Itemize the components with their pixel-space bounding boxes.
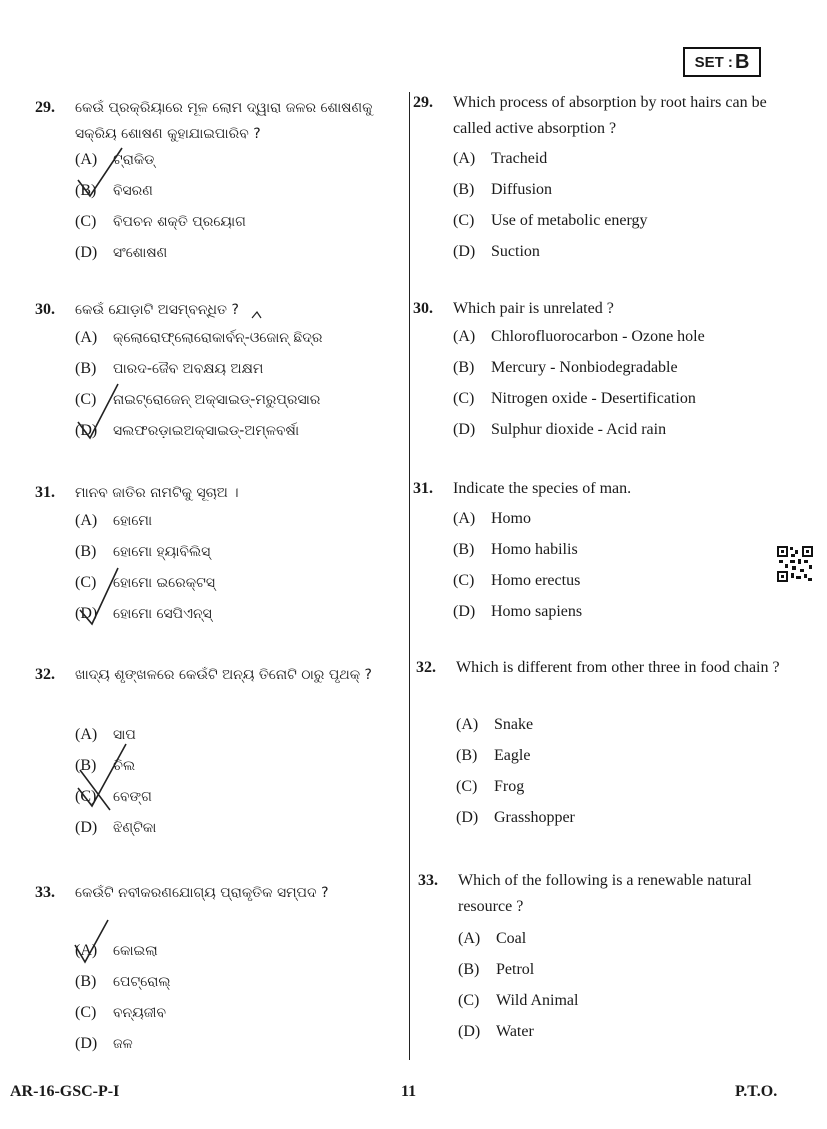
question-stem: Which is different from other three in food chain ? [456,659,780,676]
question-number: 33. [418,872,438,889]
question-stem: ଖାଦ୍ୟ ଶୃଙ୍ଖଳରେ କେଉଁଟି ଅନ୍ୟ ତିନୋଟି ଠାରୁ ପୃଥକ୍ ? [75,667,372,683]
option-label: (C) [458,992,480,1009]
option-label: (A) [453,150,476,167]
option-text: ସଂଶୋଷଣ [113,245,168,261]
option-a [456,712,575,743]
english-question-32 [416,655,786,835]
option-b [453,355,705,386]
question-stem: Indicate the species of man. [453,480,632,497]
option-a [453,324,705,355]
option-label: (B) [75,757,97,774]
option-b [453,537,582,568]
option-a [75,938,171,969]
question-stem: Which of the following is a renewable natural resource ? [458,872,752,915]
option-b [75,969,171,1000]
option-a [75,508,215,539]
option-text: Water [496,1023,534,1040]
option-label: (B) [453,181,475,198]
option-label: (D) [75,422,98,439]
option-a [453,506,582,537]
option-text: ଜଳ [113,1036,133,1052]
question-stem: କେଉଁ ପ୍ରକ୍ରିୟାରେ ମୂଳ ଲୋମ ଦ୍ୱାରା ଜଳର ଶୋଷଣକୁ ସକ୍ରିୟ ଶୋଷଣ କୁହାଯାଇପାରିବ ? [75,100,373,142]
option-label: (B) [456,747,478,764]
option-label: (B) [75,973,97,990]
option-d [75,418,323,449]
option-text: ଚିଲ [113,758,136,774]
qr-code-icon [776,545,814,583]
question-number: 29. [35,99,55,116]
option-text: ଟ୍ରାକିଡ୍ [113,152,155,168]
option-label: (D) [456,809,479,826]
option-text: ହୋମୋ [113,513,153,529]
column-divider [409,92,410,1060]
option-text: Coal [496,930,527,947]
option-text: Tracheid [491,150,548,167]
option-a [458,926,578,957]
option-c [75,1000,171,1031]
option-label: (B) [453,359,475,376]
option-label: (B) [458,961,480,978]
option-text: ହୋମୋ ଇରେକ୍ଟସ୍ [113,575,215,591]
option-label: (C) [453,572,475,589]
option-a [75,325,323,356]
option-c [453,568,582,599]
option-text: Homo sapiens [491,603,583,620]
option-c [75,209,246,240]
set-value: B [734,50,750,73]
option-b [458,957,578,988]
option-label: (B) [75,360,97,377]
question-number: 33. [35,884,55,901]
option-text: Homo erectus [491,572,581,589]
option-b [75,539,215,570]
question-number: 31. [413,480,433,497]
odia-question-29 [35,95,405,270]
option-label: (A) [458,930,481,947]
option-label: (C) [75,213,97,230]
option-c [458,988,578,1019]
option-text: Homo habilis [491,541,578,558]
option-d [453,239,648,270]
question-stem: Which process of absorption by root hairs can be called active absorption ? [453,94,767,137]
option-label: (C) [456,778,478,795]
option-d [75,601,215,632]
paper-code: AR-16-GSC-P-I [10,1083,120,1100]
option-text: Snake [494,716,534,733]
option-label: (C) [75,574,97,591]
option-label: (D) [453,243,476,260]
option-label: (C) [453,390,475,407]
option-text: ବନ୍ୟଜୀବ [113,1005,167,1021]
option-text: Mercury - Nonbiodegradable [491,359,678,376]
option-a [75,722,156,753]
option-label: (D) [453,603,476,620]
option-d [453,417,705,448]
question-stem: ମାନବ ଜାତିର ନାମଟିକୁ ସୂଚାଅ । [75,485,239,501]
option-d [458,1019,578,1050]
option-text: ସଲଫରଡ଼ାଇଅକ୍ସାଇଡ୍-ଅମ୍ଳବର୍ଷା [113,423,300,439]
option-d [456,805,575,836]
question-number: 32. [35,666,55,683]
option-text: ପାରଦ-ଜୈବ ଅବକ୍ଷୟ ଅକ୍ଷମ [113,361,264,377]
option-label: (D) [458,1023,481,1040]
page-number: 11 [401,1083,417,1100]
question-number: 29. [413,94,433,111]
odia-question-32 [35,662,405,842]
english-question-30 [413,296,783,451]
option-text: ନାଇଟ୍ରୋଜେନ୍ ଅକ୍ସାଇଡ୍-ମରୁପ୍ରସାର [113,392,321,408]
option-text: Chlorofluorocarbon - Ozone hole [491,328,705,345]
option-label: (A) [75,512,98,529]
option-d [75,815,156,846]
option-a [453,146,648,177]
question-number: 30. [413,300,433,317]
option-d [75,1031,171,1062]
option-label: (C) [75,788,97,805]
option-label: (C) [75,1004,97,1021]
option-text: Nitrogen oxide - Desertification [491,390,696,407]
option-text: Homo [491,510,531,527]
option-b [75,356,323,387]
odia-question-30 [35,297,405,447]
question-stem: କେଉଁ ଯୋଡ଼ାଟି ଅସମ୍ବନ୍ଧିତ ? [75,302,239,318]
option-text: ସାପ [113,727,136,743]
option-text: Wild Animal [496,992,579,1009]
option-c [456,774,575,805]
odia-question-33 [35,880,405,1065]
option-c [75,570,215,601]
option-text: Eagle [494,747,531,764]
english-question-31 [413,476,783,631]
option-b [456,743,575,774]
option-label: (A) [75,329,98,346]
option-b [75,178,246,209]
set-label: SET : [694,53,733,71]
question-number: 32. [416,659,436,676]
set-label-box [683,47,761,77]
option-c [453,208,648,239]
option-text: ବିପଚନ ଶକ୍ତି ପ୍ରୟୋଗ [113,214,246,230]
option-label: (D) [75,605,98,622]
question-number: 30. [35,301,55,318]
option-text: ହୋମୋ ହ୍ୟାବିଲିସ୍ [113,544,211,560]
option-text: Sulphur dioxide - Acid rain [491,421,667,438]
option-label: (B) [453,541,475,558]
option-text: ହୋମୋ ସେପିଏନ୍ସ୍ [113,606,212,622]
english-question-29 [413,90,783,265]
option-c [75,784,156,815]
option-b [453,177,648,208]
option-c [75,387,323,418]
option-label: (A) [453,510,476,527]
option-label: (C) [75,391,97,408]
odia-question-31 [35,480,405,630]
option-text: Suction [491,243,540,260]
option-text: ବିସରଣ [113,183,153,199]
option-label: (A) [456,716,479,733]
option-label: (D) [75,244,98,261]
option-label: (D) [75,819,98,836]
option-label: (A) [75,151,98,168]
option-d [75,240,246,271]
option-text: Diffusion [491,181,553,198]
option-text: Petrol [496,961,535,978]
option-text: ପେଟ୍ରୋଲ୍ [113,974,171,990]
option-label: (A) [75,942,98,959]
option-c [453,386,705,417]
option-b [75,753,156,784]
option-label: (B) [75,543,97,560]
option-text: Use of metabolic energy [491,212,648,229]
question-number: 31. [35,484,55,501]
english-question-33 [418,868,788,1053]
question-stem: Which pair is unrelated ? [453,300,614,317]
option-a [75,147,246,178]
option-label: (A) [75,726,98,743]
pto-label: P.T.O. [735,1083,778,1100]
option-text: Frog [494,778,525,795]
option-label: (D) [75,1035,98,1052]
option-text: କ୍ଲୋରୋଫ୍ଲୋରୋକାର୍ବନ୍-ଓଜୋନ୍ ଛିଦ୍ର [113,330,323,346]
option-d [453,599,582,630]
option-label: (C) [453,212,475,229]
option-text: ଝିଣ୍ଟିକା [113,820,157,836]
option-text: କୋଇଲା [113,943,158,959]
option-label: (A) [453,328,476,345]
option-label: (D) [453,421,476,438]
option-text: ବେଙ୍ଗ [113,789,152,805]
option-text: Grasshopper [494,809,575,826]
option-label: (B) [75,182,97,199]
question-stem: କେଉଁଟି ନବୀକରଣଯୋଗ୍ୟ ପ୍ରାକୃତିକ ସମ୍ପଦ ? [75,885,329,901]
